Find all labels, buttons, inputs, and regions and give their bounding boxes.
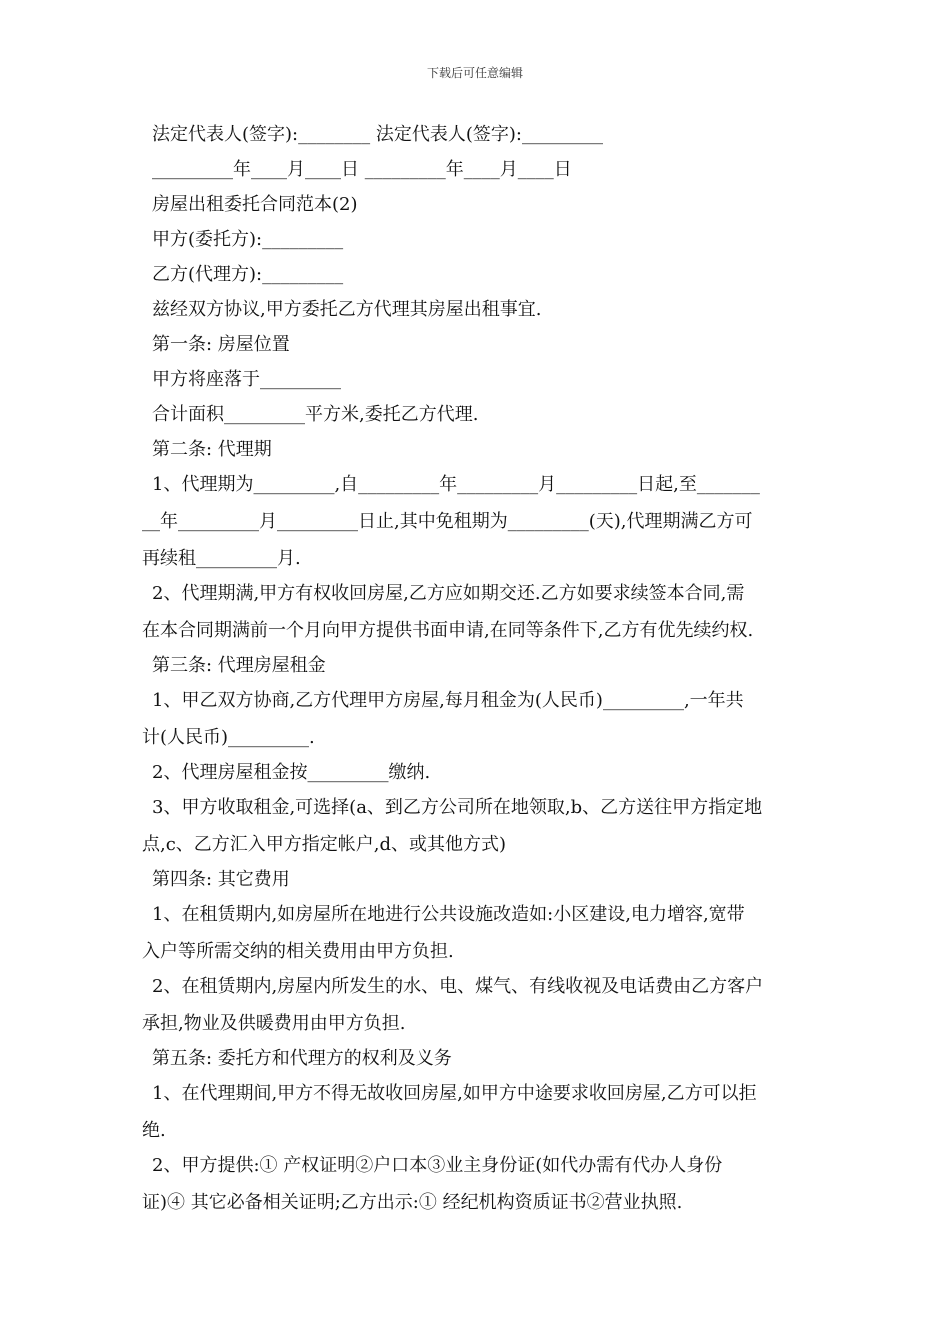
clause-2-1-line-1: 1、代理期为_________,自_________年_________月_________日起,至_______ (152, 474, 760, 495)
clause-4-1-line-1: 1、在租赁期内,如房屋所在地进行公共设施改造如:小区建设,电力增容,宽带 (152, 904, 745, 925)
clause-3-2: 2、代理房屋租金按_________缴纳. (152, 762, 431, 783)
article-2-heading: 第二条: 代理期 (152, 439, 272, 460)
clause-4-2-line-1: 2、在租赁期内,房屋内所发生的水、电、煤气、有线收视及电话费由乙方客户 (152, 976, 764, 997)
clause-5-2-line-2: 证)④ 其它必备相关证明;乙方出示:① 经纪机构资质证书②营业执照. (142, 1192, 683, 1213)
article-3-heading: 第三条: 代理房屋租金 (152, 655, 326, 676)
party-a-line: 甲方(委托方):_________ (152, 229, 344, 250)
page-header: 下载后可任意编辑 (426, 66, 523, 80)
clause-2-2-line-2: 在本合同期满前一个月向甲方提供书面申请,在同等条件下,乙方有优先续约权. (142, 620, 754, 641)
clause-3-1-line-2: 计(人民币)_________. (142, 727, 315, 748)
clause-2-1-line-3: 再续租_________月. (142, 548, 301, 569)
clause-3-3-line-1: 3、甲方收取租金,可选择(a、到乙方公司所在地领取,b、乙方送往甲方指定地 (152, 797, 763, 818)
clause-3-1-line-1: 1、甲乙双方协商,乙方代理甲方房屋,每月租金为(人民币)_________,一年共 (152, 690, 744, 711)
clause-2-2-line-1: 2、代理期满,甲方有权收回房屋,乙方应如期交还.乙方如要求续签本合同,需 (152, 583, 745, 604)
signature-line: 法定代表人(签字):________ 法定代表人(签字):_________ (152, 124, 603, 145)
article-4-heading: 第四条: 其它费用 (152, 869, 290, 890)
clause-5-1-line-2: 绝. (142, 1120, 166, 1141)
location-line: 甲方将座落于_________ (152, 369, 341, 390)
clause-5-1-line-1: 1、在代理期间,甲方不得无故收回房屋,如甲方中途要求收回房屋,乙方可以拒 (152, 1083, 757, 1104)
area-line: 合计面积_________平方米,委托乙方代理. (152, 404, 479, 425)
date-line: _________年____月____日 _________年____月____日 (152, 159, 572, 180)
clause-5-2-line-1: 2、甲方提供:① 产权证明②户口本③业主身份证(如代办需有代办人身份 (152, 1155, 723, 1176)
clause-3-3-line-2: 点,c、乙方汇入甲方指定帐户,d、或其他方式) (142, 834, 507, 855)
contract-title: 房屋出租委托合同范本(2) (152, 194, 358, 215)
document-body (142, 122, 812, 1225)
article-1-heading: 第一条: 房屋位置 (152, 334, 290, 355)
clause-4-1-line-2: 入户等所需交纳的相关费用由甲方负担. (142, 941, 454, 962)
party-b-line: 乙方(代理方):_________ (152, 264, 344, 285)
preamble: 兹经双方协议,甲方委托乙方代理其房屋出租事宜. (152, 299, 542, 320)
article-5-heading: 第五条: 委托方和代理方的权利及义务 (152, 1048, 452, 1069)
clause-2-1-line-2: __年_________月_________日止,其中免租期为_________(天),代理期满乙方可 (142, 511, 753, 532)
clause-4-2-line-2: 承担,物业及供暖费用由甲方负担. (142, 1013, 406, 1034)
